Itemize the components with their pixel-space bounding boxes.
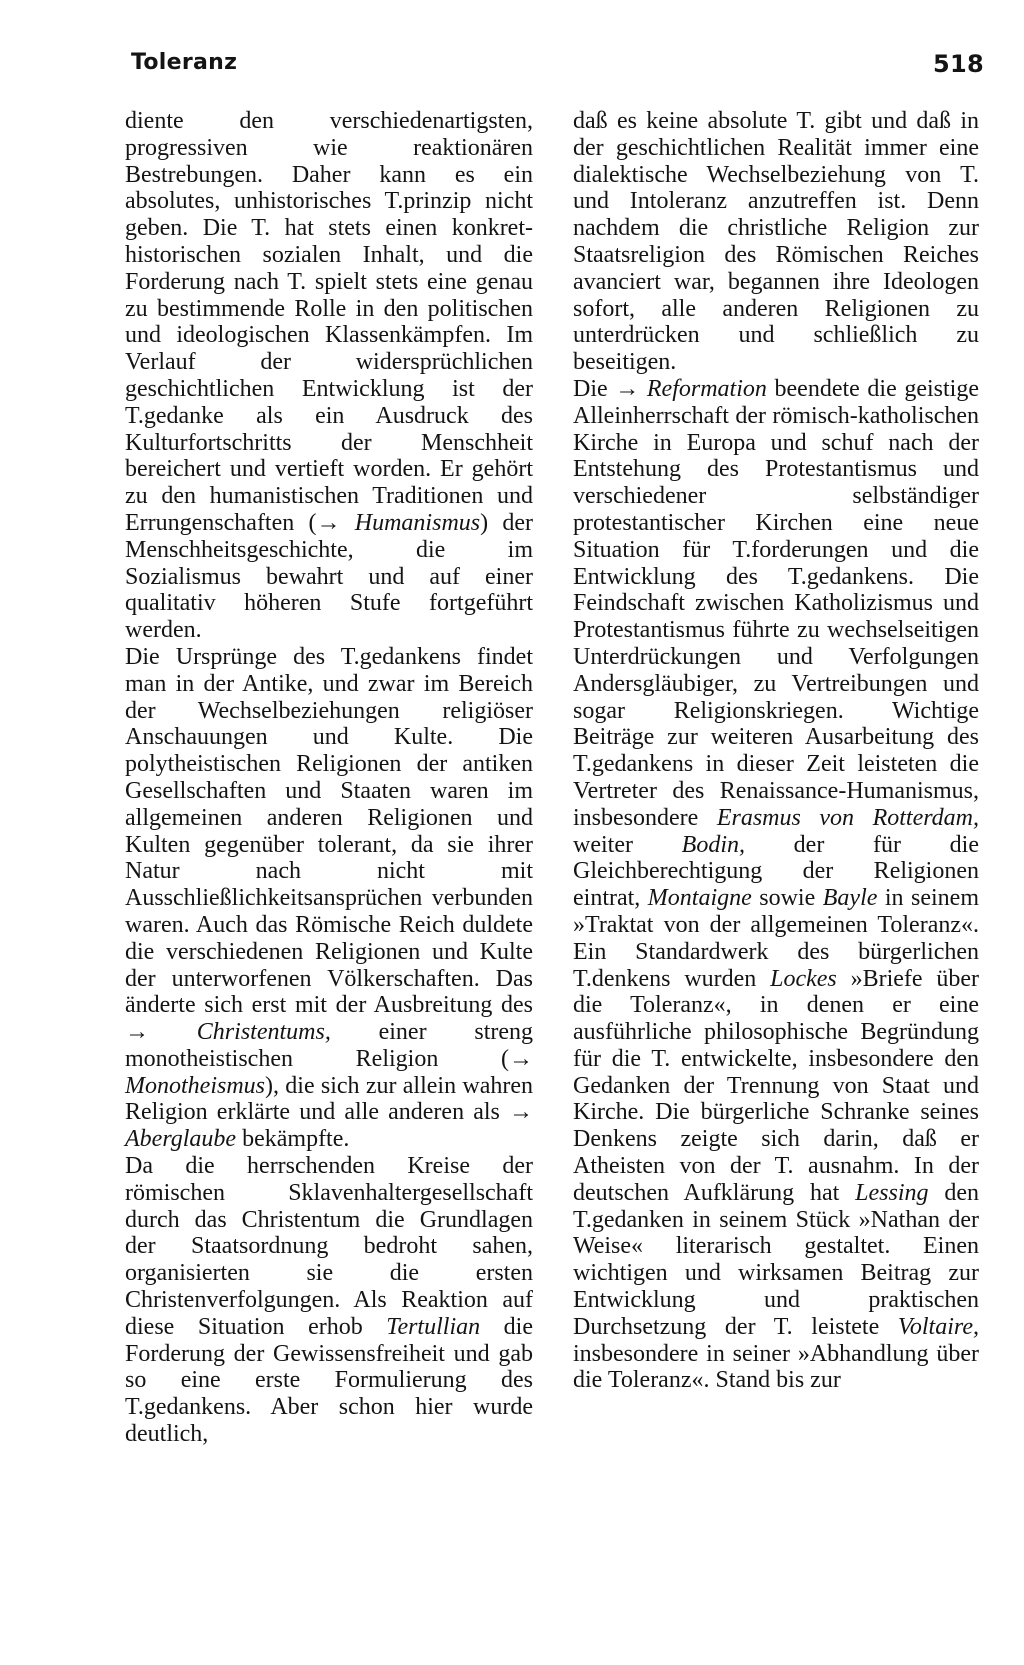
italic-term: Monotheismus [125, 1072, 265, 1099]
italic-term: Aberglaube [125, 1126, 237, 1153]
text-run: »Briefe über die Toleranz«, in denen er eine ausführliche philosophische Begründung für die T. entwickelte, insbesondere den Gedanken der Trennung von Staat und Kirche. Die bürgerliche Schranke seines Denkens zeigte sich darin, daß er Atheisten von der T. ausnahm. In der deutschen Aufklärung hat [573, 965, 980, 1206]
text-run: der für die Gleichberechtigung der Religionen eintrat, [573, 831, 979, 912]
text-run: sowie [751, 885, 823, 912]
text-run: weiter [573, 831, 682, 858]
italic-term: Montaigne [647, 885, 752, 912]
text-run: Die → [573, 375, 647, 402]
italic-term: Lockes [770, 965, 837, 992]
italic-term: Erasmus von Rotterdam, [716, 804, 980, 831]
italic-term: Humanismus [354, 509, 481, 536]
text-run: ) der Menschheitsgeschichte, die im Sozialismus bewahrt und auf einer qualitativ höheren Stufe fortgeführt werden. [125, 509, 534, 644]
paragraph [125, 1153, 533, 1448]
text-run: diente den verschiedenartigsten, progressiven wie reaktionären Bestrebungen. Daher kann es ein absolutes, unhistorisches T.prinzip nicht geben. Die T. hat stets einen konkret-historischen sozialen Inhalt, und die Forderung nach T. spielt stets eine genau zu bestimmende Rolle in den politischen und ideologischen Klassenkämpfen. Im Verlauf der widersprüchlichen geschichtlichen Entwicklung ist der T.gedanke als ein Ausdruck des Kulturfortschritts der Menschheit bereichert und vertieft worden. Er gehört zu den humanistischen Traditionen und Errungenschaften (→ [125, 108, 533, 536]
text-run: daß es keine absolute T. gibt und daß in der geschichtlichen Realität immer eine dialektische Wechselbeziehung von T. und Intoleranz anzutreffen ist. Denn nachdem die christliche Religion zur Staatsreligion des Römischen Reiches avanciert war, begannen ihre Ideologen sofort, alle anderen Religionen zu unterdrücken und schließlich zu beseitigen. [573, 108, 979, 376]
text-run: beendete die geistige Alleinherrschaft der römisch-katholischen Kirche in Europa und schuf nach der Entstehung des Protestantismus und verschiedener selbständiger protestantischer Kirchen eine neue Situation für T.forderungen und die Entwicklung des T.gedankens. Die Feindschaft zwischen Katholizismus und Protestantismus führte zu wechselseitigen Unterdrückungen und Verfolgungen Andersgläubiger, zu Vertreibungen und sogar Religionskriegen. Wichtige Beiträge zur weiteren Ausarbeitung des T.gedankens in dieser Zeit leisteten die Vertreter des Renaissance-Humanismus, insbesondere [573, 375, 979, 831]
text-run: bekämpfte. [236, 1126, 350, 1153]
text-run: in seinem »Traktat von der allgemeinen Toleranz«. Ein Standardwerk des bürgerlichen T.denkens wurden [573, 885, 980, 992]
italic-term: Bodin, [681, 831, 745, 858]
italic-term: Voltaire, [897, 1313, 979, 1340]
italic-term: Reformation [646, 375, 767, 402]
page-number: 518 [933, 50, 984, 78]
text-column-left [125, 108, 533, 1448]
text-run: den T.gedanken in seinem Stück »Nathan der Weise« literarisch gestaltet. Einen wichtigen und wirksamen Beitrag zur Entwicklung und praktischen Durchsetzung der T. leistete [573, 1179, 979, 1340]
text-run: ), die sich zur allein wahren Religion erklärte und alle anderen als → [125, 1072, 533, 1126]
text-run: Da die herrschenden Kreise der römischen Sklavenhaltergesellschaft durch das Christentum die Grundlagen der Staatsordnung bedroht sahen, organisierten sie die ersten Christenverfolgungen. Als Reaktion auf diese Situation erhob [125, 1153, 533, 1340]
paragraph [573, 376, 979, 1394]
text-run: einer streng monotheistischen Religion (→ [125, 1019, 534, 1072]
italic-term: Tertullian [386, 1313, 481, 1340]
text-column-right [573, 108, 979, 1394]
italic-term: Bayle [822, 885, 878, 912]
text-run: insbesondere in seiner »Abhandlung über die Toleranz«. Stand bis zur [573, 1340, 979, 1394]
text-run: die Forderung der Gewissensfreiheit und gab so eine erste Formulierung des T.gedankens. Aber schon hier wurde deutlich, [125, 1313, 533, 1448]
italic-term: Lessing [855, 1179, 929, 1206]
paragraph [573, 108, 979, 376]
running-head-title: Toleranz [131, 50, 238, 75]
text-run: Die Ursprünge des T.gedankens findet man in der Antike, und zwar im Bereich der Wechselbeziehungen religiöser Anschauungen und Kulte. Die polytheistischen Religionen der antiken Gesellschaften und Staaten waren im allgemeinen anderen Religionen und Kulten gegenüber tolerant, da sie ihrer Natur nach nicht mit Ausschließlichkeitsansprüchen verbunden waren. Auch das Römische Reich duldete die verschiedenen Religionen und Kulte der unterworfenen Völkerschaften. Das änderte sich erst mit der Ausbreitung des → [125, 643, 533, 1046]
italic-term: Christentums, [196, 1019, 331, 1046]
paragraph [125, 108, 533, 644]
paragraph [125, 644, 533, 1153]
